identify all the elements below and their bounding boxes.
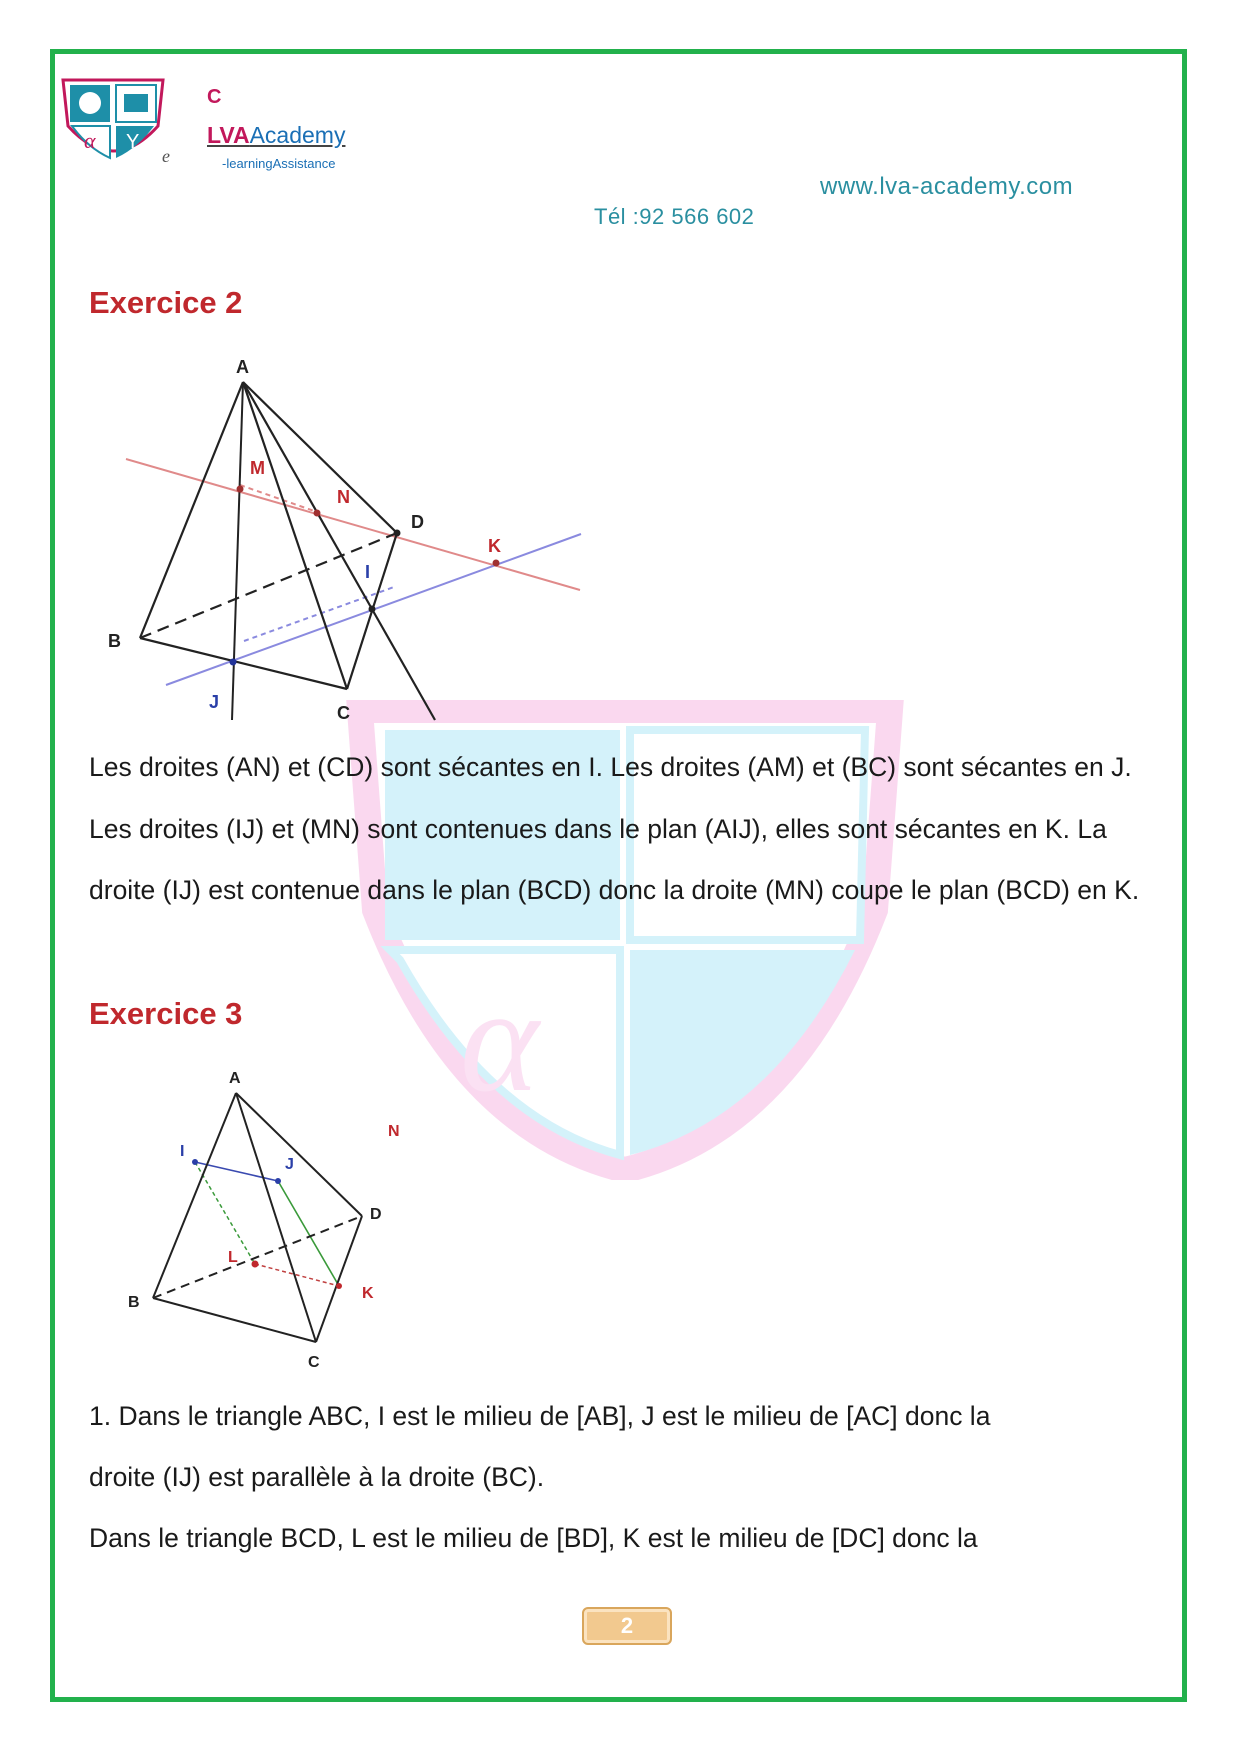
logo-letter: C <box>207 86 222 108</box>
label-j: J <box>209 692 220 712</box>
exercise-2-text: Les droites (AN) et (CD) sont sécantes en I. Les droites (AM) et (BC) sont sécantes en J. Les droites (IJ) et (MN) sont contenues dans le plan (AIJ), elles sont sécantes en K. La droite (IJ) est contenue dans le plan (BCD) donc la droite (MN) coupe le plan (BCD) en K. <box>89 752 1140 905</box>
point-k <box>336 1283 342 1289</box>
label-i: I <box>180 1143 185 1160</box>
edge-bd <box>153 1216 362 1298</box>
brand-academy: Academy <box>249 122 346 148</box>
label-n: N <box>388 1123 400 1140</box>
line-an <box>243 382 435 720</box>
line-am <box>232 382 243 720</box>
point-m <box>237 486 244 493</box>
edge-bc <box>140 638 347 689</box>
label-i: I <box>365 562 371 582</box>
label-b: B <box>108 631 121 651</box>
exercise-2-title: Exercice 2 <box>89 285 243 320</box>
point-j <box>230 659 237 666</box>
exercise-3-line-2: droite (IJ) est parallèle à la droite (BC). <box>89 1462 545 1492</box>
label-j: J <box>285 1156 294 1173</box>
exercise-3-title: Exercice 3 <box>89 996 243 1031</box>
point-j <box>275 1178 281 1184</box>
logo-e-letter: e <box>162 146 170 166</box>
edge-cd <box>316 1216 362 1342</box>
label-d: D <box>370 1206 382 1223</box>
label-d: D <box>411 512 424 532</box>
label-l: L <box>228 1249 238 1266</box>
label-k: K <box>362 1285 374 1302</box>
svg-text:α: α <box>84 128 96 153</box>
exercise-3-figure <box>110 1065 430 1380</box>
point-d <box>394 530 401 537</box>
edge-ad <box>243 382 397 533</box>
point-n <box>314 510 321 517</box>
point-k <box>493 560 500 567</box>
segment-il <box>195 1162 255 1264</box>
website-link[interactable]: www.lva-academy.com <box>820 173 1074 200</box>
phone-number: Tél :92 566 602 <box>594 204 755 229</box>
label-a: A <box>229 1070 241 1087</box>
line-mn <box>126 459 580 590</box>
page-number-badge <box>582 1607 672 1645</box>
point-i <box>369 606 376 613</box>
point-i <box>192 1159 198 1165</box>
label-c: C <box>337 703 350 723</box>
edge-ab <box>140 382 243 638</box>
exercise-3-line-1: 1. Dans le triangle ABC, I est le milieu de [AB], J est le milieu de [AC] donc la <box>89 1401 991 1431</box>
segment-jk <box>278 1181 339 1286</box>
label-b: B <box>128 1294 140 1311</box>
brand-lva: LVA <box>207 122 250 148</box>
edge-ab <box>153 1093 236 1298</box>
label-n: N <box>337 487 350 507</box>
brand-tagline: -learningAssistance <box>222 156 336 171</box>
edge-ac <box>236 1093 316 1342</box>
label-m: M <box>250 458 265 478</box>
lva-academy-logo <box>58 76 168 170</box>
page-number: 2 <box>620 1613 634 1638</box>
point-l <box>252 1261 259 1268</box>
label-c: C <box>308 1354 320 1371</box>
svg-text:Y: Y <box>126 131 140 153</box>
brand-name[interactable] <box>207 122 345 149</box>
label-k: K <box>488 536 501 556</box>
exercise-3-line-3: Dans le triangle BCD, L est le milieu de [BD], K est le milieu de [DC] donc la <box>89 1523 978 1553</box>
exercise-2-figure <box>100 345 600 725</box>
edge-bc <box>153 1298 316 1342</box>
label-a: A <box>236 357 249 377</box>
svg-text:α: α <box>460 957 539 1123</box>
